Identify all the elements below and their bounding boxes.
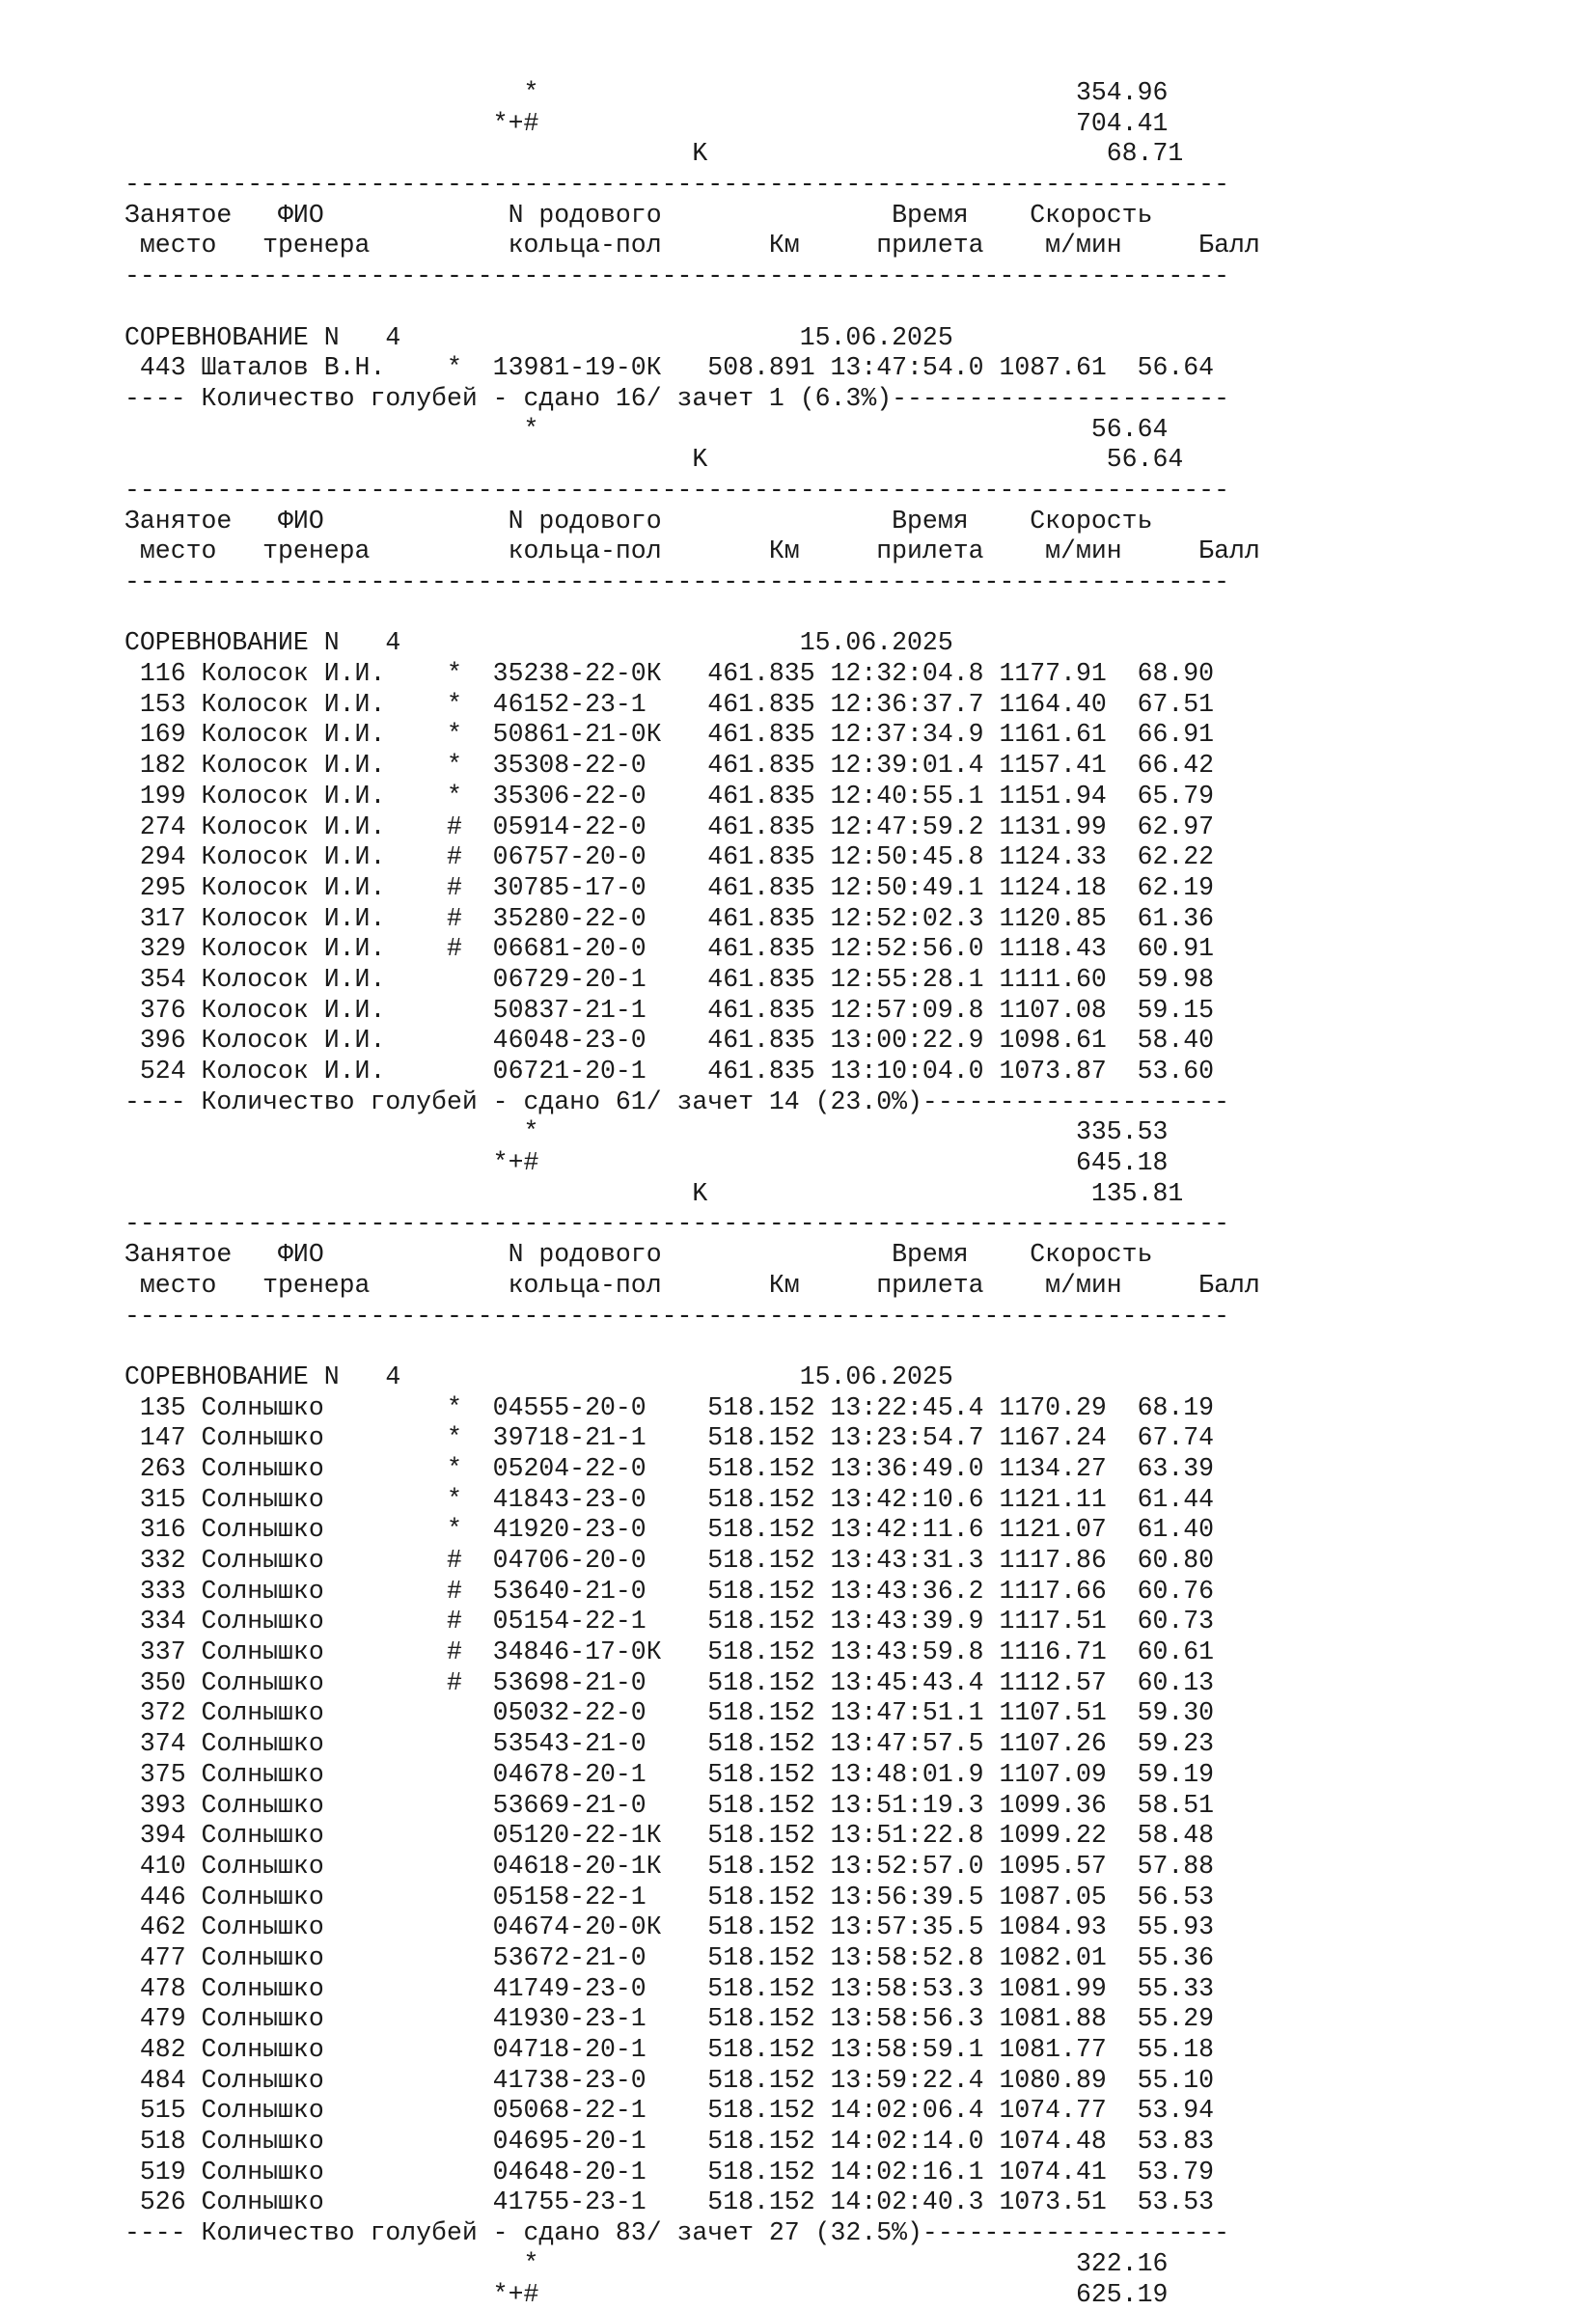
total-line: K 68.71 (124, 139, 1260, 170)
column-header-line: Занятое ФИО N родового Время Скорость (124, 201, 1260, 232)
result-row: 182 Колосок И.И. * 35308-22-0 461.835 12:39:01.4 1157.41 66.42 (124, 751, 1260, 782)
result-row: 135 Солнышко * 04555-20-0 518.152 13:22:45.4 1170.29 68.19 (124, 1393, 1260, 1424)
column-header-line: место тренера кольца-пол Км прилета м/мин Балл (124, 231, 1260, 261)
result-row: 332 Солнышко # 04706-20-0 518.152 13:43:31.3 1117.86 60.80 (124, 1546, 1260, 1577)
total-line: *+# 704.41 (124, 109, 1260, 140)
result-row: 518 Солнышко 04695-20-1 518.152 14:02:14.0 1074.48 53.83 (124, 2127, 1260, 2158)
result-row: 376 Колосок И.И. 50837-21-1 461.835 12:57:09.8 1107.08 59.15 (124, 996, 1260, 1027)
result-row: 446 Солнышко 05158-22-1 518.152 13:56:39.5 1087.05 56.53 (124, 1883, 1260, 1913)
total-line: * 354.96 (124, 78, 1260, 109)
column-header-line: место тренера кольца-пол Км прилета м/мин Балл (124, 1271, 1260, 1302)
result-row: 396 Колосок И.И. 46048-23-0 461.835 13:00:22.9 1098.61 58.40 (124, 1026, 1260, 1057)
result-row: 274 Колосок И.И. # 05914-22-0 461.835 12:47:59.2 1131.99 62.97 (124, 812, 1260, 843)
column-header-line: место тренера кольца-пол Км прилета м/мин Балл (124, 536, 1260, 567)
result-row: 316 Солнышко * 41920-23-0 518.152 13:42:11.6 1121.07 61.40 (124, 1515, 1260, 1546)
result-row: 334 Солнышко # 05154-22-1 518.152 13:43:39.9 1117.51 60.73 (124, 1607, 1260, 1637)
result-row: 443 Шаталов В.Н. * 13981-19-0К 508.891 13:47:54.0 1087.61 56.64 (124, 353, 1260, 384)
result-row: 477 Солнышко 53672-21-0 518.152 13:58:52.8 1082.01 55.36 (124, 1943, 1260, 1974)
result-row: 350 Солнышко # 53698-21-0 518.152 13:45:43.4 1112.57 60.13 (124, 1668, 1260, 1699)
result-row: 393 Солнышко 53669-21-0 518.152 13:51:19.3 1099.36 58.51 (124, 1791, 1260, 1822)
result-row: 482 Солнышко 04718-20-1 518.152 13:58:59.1 1081.77 55.18 (124, 2035, 1260, 2066)
blank-line (124, 598, 1260, 629)
result-row: 295 Колосок И.И. # 30785-17-0 461.835 12:50:49.1 1124.18 62.19 (124, 873, 1260, 904)
result-row: 169 Колосок И.И. * 50861-21-0К 461.835 12:37:34.9 1161.61 66.91 (124, 720, 1260, 751)
separator-line: ------------------------------------------------------------------------ (124, 1302, 1260, 1333)
total-line: * 56.64 (124, 415, 1260, 446)
result-row: 519 Солнышко 04648-20-1 518.152 14:02:16.1 1074.41 53.79 (124, 2158, 1260, 2188)
result-row: 315 Солнышко * 41843-23-0 518.152 13:42:10.6 1121.11 61.44 (124, 1485, 1260, 1516)
result-row: 374 Солнышко 53543-21-0 518.152 13:47:57.5 1107.26 59.23 (124, 1729, 1260, 1760)
result-row: 153 Колосок И.И. * 46152-23-1 461.835 12:36:37.7 1164.40 67.51 (124, 690, 1260, 721)
result-row: 263 Солнышко * 05204-22-0 518.152 13:36:49.0 1134.27 63.39 (124, 1454, 1260, 1485)
blank-line (124, 1332, 1260, 1362)
total-line: * 335.53 (124, 1117, 1260, 1148)
result-row: 524 Колосок И.И. 06721-20-1 461.835 13:10:04.0 1073.87 53.60 (124, 1057, 1260, 1087)
separator-line: ------------------------------------------------------------------------ (124, 476, 1260, 507)
column-header-line: Занятое ФИО N родового Время Скорость (124, 1240, 1260, 1271)
separator-line: ------------------------------------------------------------------------ (124, 1209, 1260, 1240)
total-line: K 135.81 (124, 1179, 1260, 1210)
competition-line: СОРЕВНОВАНИЕ N 4 15.06.2025 (124, 323, 1260, 354)
result-row: 375 Солнышко 04678-20-1 518.152 13:48:01.9 1107.09 59.19 (124, 1760, 1260, 1791)
result-row: 147 Солнышко * 39718-21-1 518.152 13:23:54.7 1167.24 67.74 (124, 1423, 1260, 1454)
total-line: *+# 625.19 (124, 2280, 1260, 2310)
result-row: 333 Солнышко # 53640-21-0 518.152 13:43:36.2 1117.66 60.76 (124, 1577, 1260, 1608)
total-line: *+# 645.18 (124, 1148, 1260, 1179)
result-row: 329 Колосок И.И. # 06681-20-0 461.835 12:52:56.0 1118.43 60.91 (124, 934, 1260, 965)
result-row: 354 Колосок И.И. 06729-20-1 461.835 12:55:28.1 1111.60 59.98 (124, 965, 1260, 996)
competition-line: СОРЕВНОВАНИЕ N 4 15.06.2025 (124, 1362, 1260, 1393)
result-row: 372 Солнышко 05032-22-0 518.152 13:47:51.1 1107.51 59.30 (124, 1698, 1260, 1729)
separator-line: ------------------------------------------------------------------------ (124, 261, 1260, 292)
results-report (124, 78, 1260, 2310)
result-row: 484 Солнышко 41738-23-0 518.152 13:59:22.4 1080.89 55.10 (124, 2066, 1260, 2097)
result-row: 410 Солнышко 04618-20-1К 518.152 13:52:57.0 1095.57 57.88 (124, 1852, 1260, 1883)
result-row: 394 Солнышко 05120-22-1К 518.152 13:51:22.8 1099.22 58.48 (124, 1821, 1260, 1852)
blank-line (124, 292, 1260, 323)
total-line: K 56.64 (124, 445, 1260, 476)
result-row: 478 Солнышко 41749-23-0 518.152 13:58:53.3 1081.99 55.33 (124, 1974, 1260, 2005)
result-row: 294 Колосок И.И. # 06757-20-0 461.835 12:50:45.8 1124.33 62.22 (124, 842, 1260, 873)
result-row: 337 Солнышко # 34846-17-0К 518.152 13:43:59.8 1116.71 60.61 (124, 1637, 1260, 1668)
competition-line: СОРЕВНОВАНИЕ N 4 15.06.2025 (124, 628, 1260, 659)
result-row: 515 Солнышко 05068-22-1 518.152 14:02:06.4 1074.77 53.94 (124, 2096, 1260, 2127)
separator-line: ------------------------------------------------------------------------ (124, 567, 1260, 598)
result-row: 116 Колосок И.И. * 35238-22-0К 461.835 12:32:04.8 1177.91 68.90 (124, 659, 1260, 690)
separator-line: ------------------------------------------------------------------------ (124, 170, 1260, 201)
column-header-line: Занятое ФИО N родового Время Скорость (124, 507, 1260, 537)
result-row: 462 Солнышко 04674-20-0К 518.152 13:57:35.5 1084.93 55.93 (124, 1912, 1260, 1943)
result-row: 199 Колосок И.И. * 35306-22-0 461.835 12:40:55.1 1151.94 65.79 (124, 782, 1260, 812)
summary-line: ---- Количество голубей - сдано 61/ зачет 14 (23.0%)-------------------- (124, 1087, 1260, 1118)
result-row: 317 Колосок И.И. # 35280-22-0 461.835 12:52:02.3 1120.85 61.36 (124, 904, 1260, 935)
total-line: * 322.16 (124, 2249, 1260, 2280)
summary-line: ---- Количество голубей - сдано 16/ зачет 1 (6.3%)---------------------- (124, 384, 1260, 415)
result-row: 526 Солнышко 41755-23-1 518.152 14:02:40.3 1073.51 53.53 (124, 2187, 1260, 2218)
result-row: 479 Солнышко 41930-23-1 518.152 13:58:56.3 1081.88 55.29 (124, 2004, 1260, 2035)
summary-line: ---- Количество голубей - сдано 83/ зачет 27 (32.5%)-------------------- (124, 2218, 1260, 2249)
